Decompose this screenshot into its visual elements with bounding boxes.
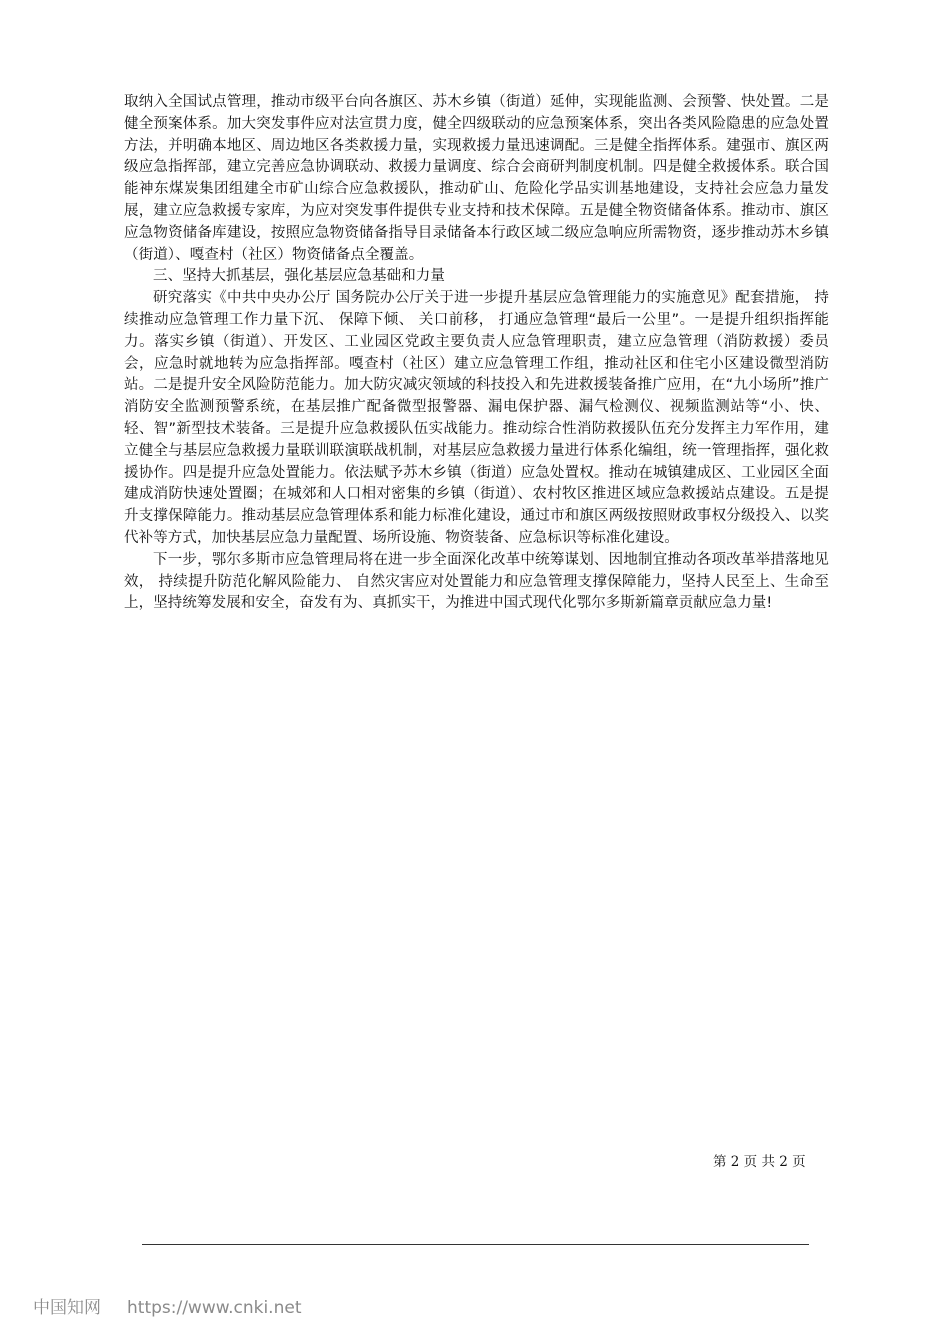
- watermark: [33, 1293, 301, 1318]
- paragraph-next-step: 下一步，鄂尔多斯市应急管理局将在进一步全面深化改革中统筹谋划、因地制宜推动各项改革举措落地见效， 持续提升防范化解风险能力、 自然灾害应对处置能力和应急管理支撑保障能力，坚持人民至上、生命至上，坚持统筹发展和安全，奋发有为、真抓实干，为推进中国式现代化鄂尔多斯新篇章贡献应急力量!: [124, 551, 829, 612]
- watermark-url: https://www.cnki.net: [127, 1298, 302, 1318]
- footer-divider: [142, 1244, 809, 1245]
- paragraph-continuation: 取纳入全国试点管理，推动市级平台向各旗区、苏木乡镇（街道）延伸，实现能监测、会预警、快处置。二是健全预案体系。加大突发事件应对法宣贯力度，健全四级联动的应急预案体系，突出各类风险隐患的应急处置方法，并明确本地区、周边地区各类救援力量，实现救援力量迅速调配。三是健全指挥体系。建强市、旗区两级应急指挥部，建立完善应急协调联动、救援力量调度、综合会商研判制度机制。四是健全救援体系。联合国能神东煤炭集团组建全市矿山综合应急救援队，推动矿山、危险化学品实训基地建设，支持社会应急力量发展，建立应急救援专家库，为应对突发事件提供专业支持和技术保障。五是健全物资储备体系。推动市、旗区应急物资储备库建设，按照应急物资储备指导目录储备本行政区域二级应急响应所需物资，逐步推动苏木乡镇（街道）、嘎查村（社区）物资储备点全覆盖。: [124, 94, 829, 263]
- document-body: [124, 92, 829, 615]
- paragraph-grassroots: 研究落实《中共中央办公厅 国务院办公厅关于进一步提升基层应急管理能力的实施意见》配套措施， 持续推动应急管理工作力量下沉、 保障下倾、 关口前移， 打通应急管理“最后一公里”。一是提升组织指挥能力。落实乡镇（街道）、开发区、工业园区党政主要负责人应急管理职责，建立应急管理（消防救援）委员会，应急时就地转为应急指挥部。嘎查村（社区）建立应急管理工作组，推动社区和住宅小区建设微型消防站。二是提升安全风险防范能力。加大防灾减灾领域的科技投入和先进救援装备推广应用，在“九小场所”推广消防安全监测预警系统，在基层推广配备微型报警器、漏电保护器、漏气检测仪、视频监测站等“小、快、轻、智”新型技术装备。三是提升应急救援队伍实战能力。推动综合性消防救援队伍充分发挥主力军作用，建立健全与基层应急救援力量联训联演联战机制，对基层应急救援力量进行体系化编组，统一管理指挥，强化救援协作。四是提升应急处置能力。依法赋予苏木乡镇（街道）应急处置权。推动在城镇建成区、工业园区全面建成消防快速处置圈；在城郊和人口相对密集的乡镇（街道）、农村牧区推进区域应急救援站点建设。五是提升支撑保障能力。推动基层应急管理体系和能力标准化建设，通过市和旗区两级按照财政事权分级投入、以奖代补等方式，加快基层应急力量配置、场所设施、物资装备、应急标识等标准化建设。: [124, 290, 829, 546]
- page-number: 第 2 页 共 2 页: [713, 1154, 806, 1170]
- section-heading: 三、坚持大抓基层，强化基层应急基础和力量: [153, 268, 445, 285]
- watermark-name: 中国知网: [33, 1298, 101, 1318]
